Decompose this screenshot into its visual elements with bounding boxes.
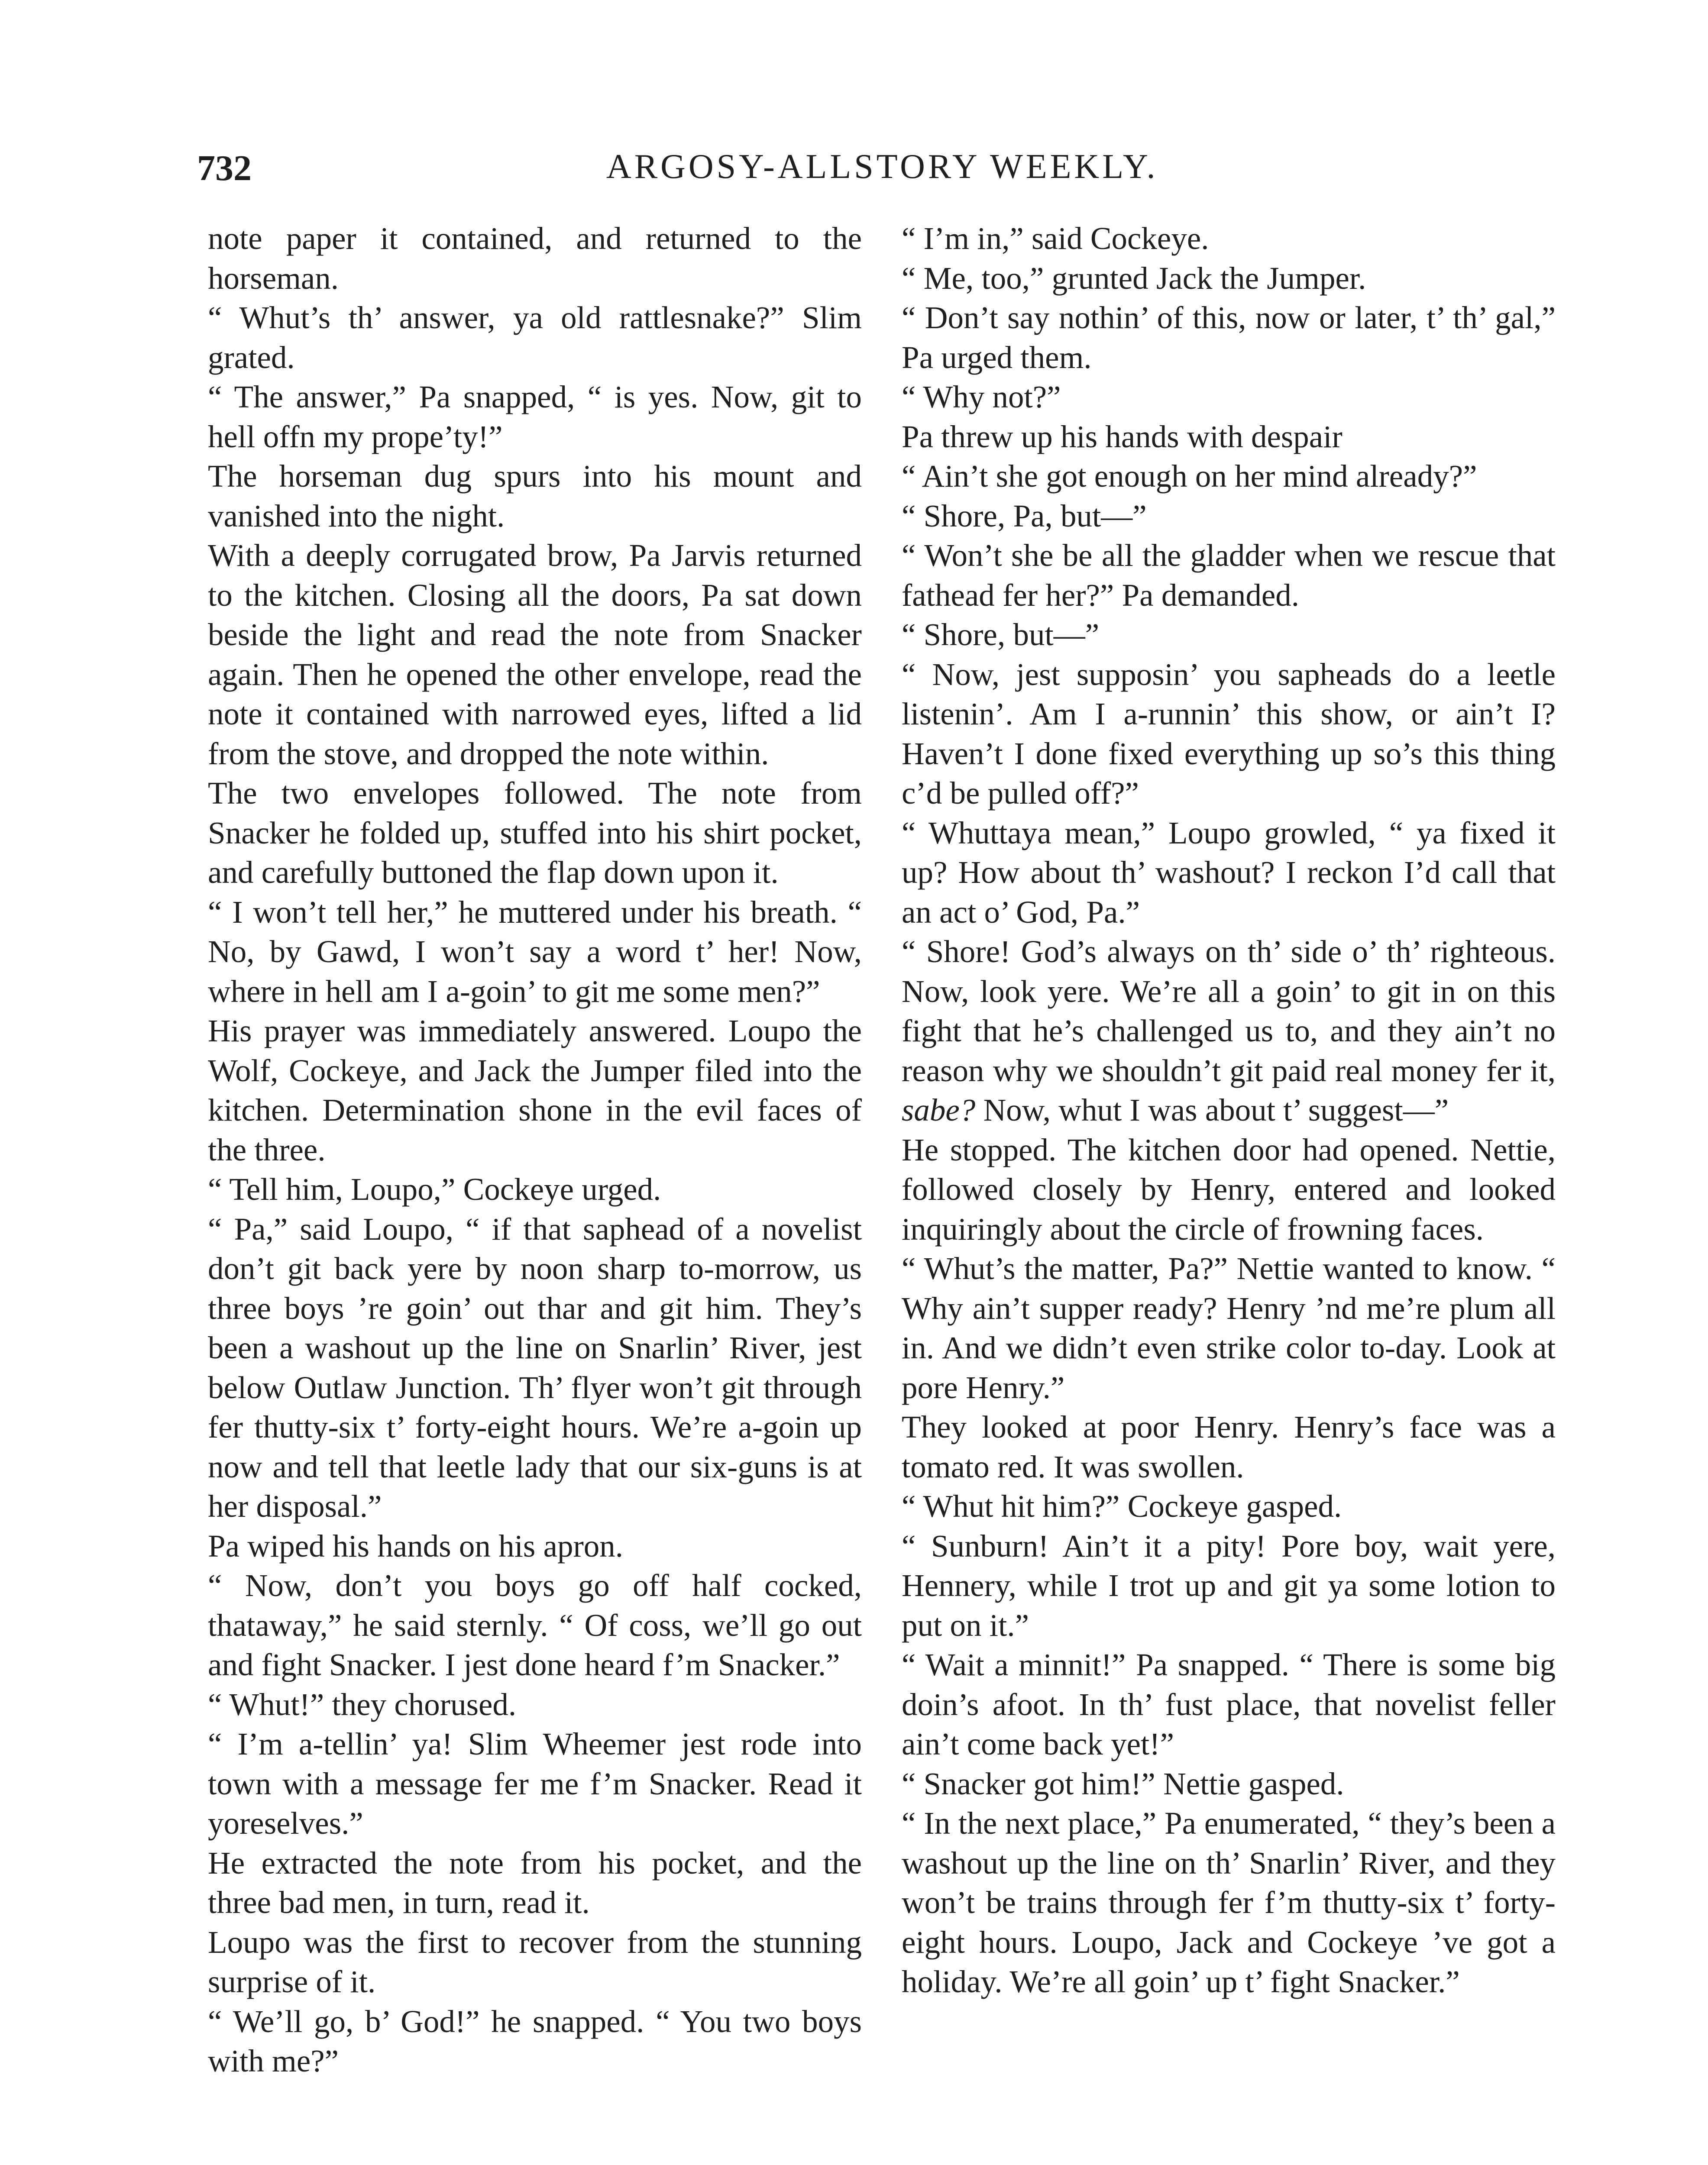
paragraph: “ Whut!” they chorused. [208, 1687, 517, 1722]
paragraph: “ Pa,” said Loupo, “ if that saphead of a novelist don’t git back yere by noon sharp to-morrow, us three boys ’re goin’ out thar and git him. They’s been a washout up the line on Snarlin’ River, jest below Outlaw Junction. Th’ flyer won’t git through fer thutty-six t’ forty-eight hours. We’re a-goin up now and tell that leetle lady that our six-guns is at her disposal.” [208, 1211, 862, 1524]
paragraph: With a deeply corrugated brow, Pa Jarvis returned to the kitchen. Closing all the doors, Pa sat down beside the light and read the note from Snacker again. Then he opened the other envelope, read the note it contained with narrowed eyes, lifted a lid from the stove, and dropped the note within. [208, 538, 862, 771]
paragraph: “ The answer,” Pa snapped, “ is yes. Now, git to hell offn my prope’ty!” [208, 379, 862, 454]
paragraph: “ I won’t tell her,” he muttered under his breath. “ No, by Gawd, I won’t say a word t’ her! Now, where in hell am I a-goin’ to git me some men?” [208, 894, 862, 1009]
paragraph: note paper it contained, and returned to the horseman. [208, 221, 862, 296]
paragraph: He stopped. The kitchen door had opened. Nettie, followed closely by Henry, entered and looked inquiringly about the circle of frowning faces. [902, 1132, 1556, 1247]
paragraph: “ Now, don’t you boys go off half cocked, thataway,” he said sternly. “ Of coss, we’ll go out and fight Snacker. I jest done heard f’m Snacker.” [208, 1568, 862, 1682]
paragraph: “ Whut’s th’ answer, ya old rattlesnake?” Slim grated. [208, 300, 862, 375]
left-column [208, 219, 862, 2081]
paragraph: “ We’ll go, b’ God!” he snapped. “ You two boys with me?” [208, 2003, 862, 2078]
paragraph: “ Snacker got him!” Nettie gasped. [902, 1766, 1344, 1801]
paragraph: He extracted the note from his pocket, and the three bad men, in turn, read it. [208, 1845, 862, 1920]
paragraph: “ Sunburn! Ain’t it a pity! Pore boy, wait yere, Hennery, while I trot up and git ya some lotion to put on it.” [902, 1528, 1556, 1643]
paragraph: The horseman dug spurs into his mount and vanished into the night. [208, 459, 862, 533]
paragraph: “ Shore! God’s always on th’ side o’ th’ righteous. Now, look yere. We’re all a goin’ to git in on this fight that he’s challenged us to, and they ain’t no reason why we shouldn’t git paid real money fer it, sabe? Now, whut I was about t’ suggest—” [902, 934, 1556, 1128]
running-title: ARGOSY-ALLSTORY WEEKLY. [606, 148, 1158, 186]
paragraph: “ Why not?” [902, 379, 1061, 414]
paragraph: “ Tell him, Loupo,” Cockeye urged. [208, 1172, 661, 1207]
paragraph: “ Shore, Pa, but—” [902, 498, 1147, 533]
paragraph: “ Don’t say nothin’ of this, now or later, t’ th’ gal,” Pa urged them. [902, 300, 1556, 375]
paragraph: The two envelopes followed. The note from Snacker he folded up, stuffed into his shirt pocket, and carefully buttoned the flap down upon it. [208, 776, 862, 890]
paragraph: “ Whut’s the matter, Pa?” Nettie wanted to know. “ Why ain’t supper ready? Henry ’nd me’re plum all in. And we didn’t even strike color to-day. Look at pore Henry.” [902, 1251, 1556, 1405]
paragraph: Pa wiped his hands on his apron. [208, 1528, 624, 1564]
page-number: 732 [197, 148, 252, 188]
paragraph: “ Whut hit him?” Cockeye gasped. [902, 1489, 1342, 1524]
italic-word: sabe? [902, 1092, 976, 1128]
paragraph: They looked at poor Henry. Henry’s face was a tomato red. It was swollen. [902, 1409, 1556, 1484]
paragraph: “ Whuttaya mean,” Loupo growled, “ ya fixed it up? How about th’ washout? I reckon I’d call that an act o’ God, Pa.” [902, 815, 1556, 930]
right-column [902, 219, 1556, 2002]
paragraph: Pa threw up his hands with despair [902, 419, 1342, 454]
paragraph: “ In the next place,” Pa enumerated, “ they’s been a washout up the line on th’ Snarlin’ River, and they won’t be trains through fer f’m thutty-six t’ forty-eight hours. Loupo, Jack and Cockeye ’ve got a holiday. We’re all goin’ up t’ fight Snacker.” [902, 1806, 1556, 1999]
paragraph: “ Shore, but—” [902, 617, 1100, 652]
paragraph: Loupo was the first to recover from the stunning surprise of it. [208, 1924, 862, 1999]
paragraph: “ I’m a-tellin’ ya! Slim Wheemer jest rode into town with a message fer me f’m Snacker. Read it yoreselves.” [208, 1726, 862, 1841]
paragraph: “ Won’t she be all the gladder when we rescue that fathead fer her?” Pa demanded. [902, 538, 1556, 613]
paragraph: His prayer was immediately answered. Loupo the Wolf, Cockeye, and Jack the Jumper filed into the kitchen. Determination shone in the evil faces of the three. [208, 1013, 862, 1167]
paragraph: “ Now, jest supposin’ you sapheads do a leetle listenin’. Am I a-runnin’ this show, or ain’t I? Haven’t I done fixed everything up so’s this thing c’d be pulled off?” [902, 656, 1556, 811]
paragraph: “ Ain’t she got enough on her mind already?” [902, 459, 1477, 494]
paragraph: “ Wait a minnit!” Pa snapped. “ There is some big doin’s afoot. In th’ fust place, that novelist feller ain’t come back yet!” [902, 1647, 1556, 1761]
paragraph: “ Me, too,” grunted Jack the Jumper. [902, 260, 1366, 296]
page-header [0, 147, 1708, 195]
paragraph: “ I’m in,” said Cockeye. [902, 221, 1209, 256]
